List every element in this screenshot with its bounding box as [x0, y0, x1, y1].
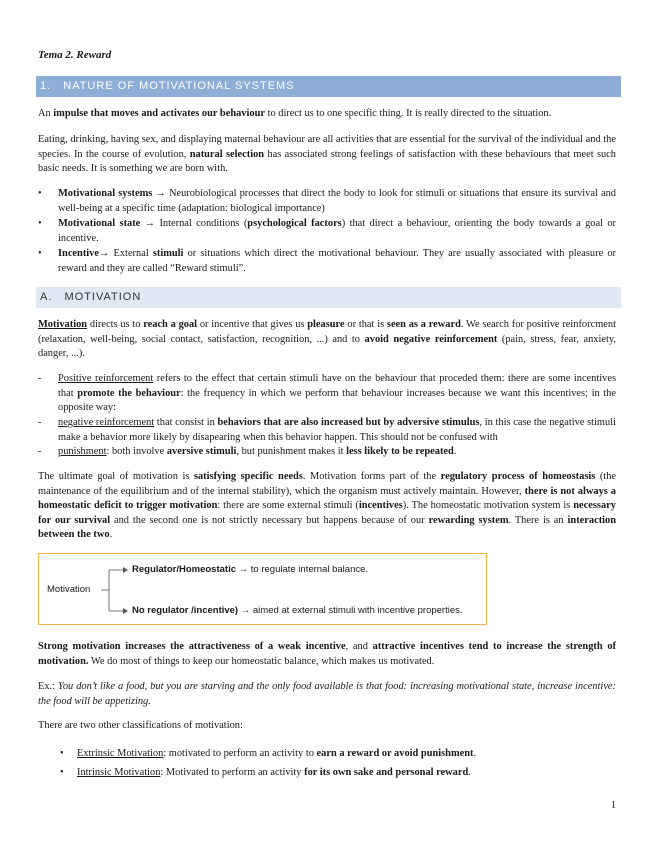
dash-negative-reinforcement: - negative reinforcement that consist in behaviors that are also increased but by adversive stimulus, in this case the negative stimuli make a behavior more likely by disapearing when this behavior happen. This should not be confused with: [38, 417, 616, 443]
paragraph-motivation: Motivation directs us to reach a goal or incentive that gives us pleasure or that is seen as a reward. We search for positive reinforcment (relaxation, well-being, social contact, satisfaction, recognition, ...) and to avoid negative reinforcement (pain, stress, fear, anxiety, danger, ...).: [38, 319, 616, 359]
bullet-motivational-state: • Motivational state → Internal conditions (psychological factors) that direct a behaviour, orienting the body towards a goal or incentive.: [38, 218, 617, 244]
section-1-heading: [36, 76, 621, 97]
page-number: 1: [611, 800, 616, 811]
paragraph-impulse: An impulse that moves and activates our behaviour to direct us to one specific thing. It is really directed to the situation.: [38, 108, 552, 119]
section-a-number: A.: [40, 291, 53, 303]
motivation-diagram: [38, 553, 487, 625]
dash-positive-reinforcement: - Positive reinforcement refers to the effect that certain stimuli have on the behaviour that proceded them: there are some incentives that promote the behaviour: the frequency in which we perform that behaviour increases because we want this incentives; in the opposite way:: [38, 373, 616, 413]
bullet-motivational-systems: • Motivational systems → Neurobiological processes that direct the body to look for stimuli or situations that ensure its survival and well-being at a specific time (adaptation: biological importance): [38, 188, 617, 214]
section-a-title: MOTIVATION: [64, 291, 142, 303]
bullet-extrinsic-motivation: • Extrinsic Motivation: motivated to perform an activity to earn a reward or avoid punishment.: [60, 748, 477, 759]
section-a-heading: [36, 287, 621, 308]
bullet-intrinsic-motivation: • Intrinsic Motivation: Motivated to perform an activity for its own sake and personal reward.: [60, 767, 471, 778]
paragraph-homeostasis: The ultimate goal of motivation is satisfying specific needs. Motivation forms part of the regulatory process of homeostasis (the maintenance of the equilibrium and of the internal stability), which the organism must actively maintain. However, there is not always a homeostatic deficit to trigger motivation: there are some external stimuli (incentives). The homeostatic motivation system is necessary for our survival and the second one is not strictly necessary but happens because of our rewarding system. There is an interaction between the two.: [38, 471, 617, 540]
bullet-incentive: • Incentive→ External stimuli or situations which direct the motivational behaviour. They are usually associated with pleasure or reward and they are called “Reward stimuli”.: [38, 248, 616, 274]
diagram-incentive-branch: No regulator /incentive) → aimed at external stimuli with incentive properties.: [132, 605, 463, 616]
dash-punishment: - punishment: both involve aversive stimuli, but punishment makes it less likely to be repeated.: [38, 446, 457, 457]
diagram-homeostatic-branch: Regulator/Homeostatic → to regulate internal balance.: [132, 564, 369, 575]
section-1-title: NATURE OF MOTIVATIONAL SYSTEMS: [63, 80, 295, 92]
diagram-root-label: Motivation: [47, 584, 91, 595]
section-1-number: 1.: [40, 80, 52, 92]
paragraph-classifications: There are two other classifications of motivation:: [38, 720, 243, 731]
document-title: Tema 2. Reward: [38, 49, 112, 61]
example-paragraph: Ex.: You don’t like a food, but you are starving and the only food available is that food: increasing motivational state, increase incentive: the food will be appetizing.: [38, 681, 617, 707]
paragraph-strong-motivation: Strong motivation increases the attractiveness of a weak incentive, and attractive incentives tend to increase the strength of motivation. We do most of things to keep our homeostatic balance, which makes us motivated.: [38, 641, 617, 667]
paragraph-evolution: Eating, drinking, having sex, and displaying maternal behaviour are all activities that are essential for the survival of the individual and the species. In the course of evolution, natural selection has associated strong feelings of satisfaction with these behaviours that meet such basic needs. It is something we are born with.: [38, 134, 616, 174]
